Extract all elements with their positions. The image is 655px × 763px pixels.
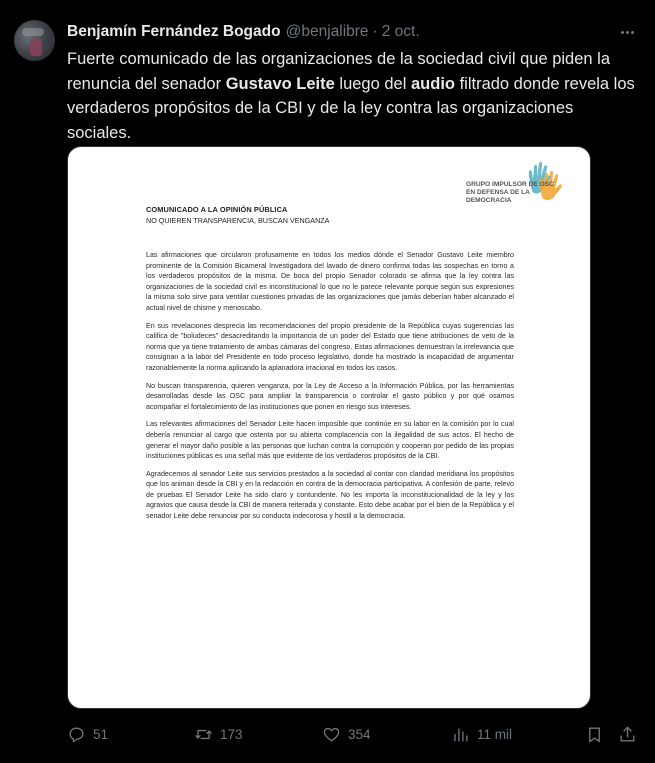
action-bar [67, 722, 637, 746]
repost-icon [194, 725, 213, 744]
bookmark-button[interactable] [585, 722, 604, 746]
tweet-header [67, 22, 420, 42]
tweet-text-bold: audio [410, 74, 455, 93]
document-paragraph: Agradecemos al senador Leite sus servicios prestados a la sociedad al contar con claridad meridiana los propósitos que los animan desde la CBI y en la redacción en contra de la democracia participativa. A confesión de parte, relevo de pruebas El Senador Leite ha sido claro y contundente. No les importa la inconstitucionalidad de la ley y los agravios que causa desde la CBI de manera reiterada y constante. Esto debe acabar por el bien de la República y el senador Leite debe renunciar por su conducta indecorosa y hostil a la democracia. [146, 469, 514, 521]
tweet-text [67, 47, 639, 145]
repost-button[interactable] [194, 722, 243, 746]
tweet-text-part: filtrado donde revela los verdaderos propósitos de la CBI y de la ley contra las organizaciones sociales. [67, 74, 635, 142]
avatar[interactable] [14, 20, 55, 61]
tweet-text-part: Fuerte comunicado de las organizaciones de la sociedad civil que piden la renuncia del senador [67, 50, 611, 93]
tweet-date[interactable]: 2 oct. [381, 23, 420, 40]
author-name[interactable]: Benjamín Fernández Bogado [67, 23, 281, 40]
separator: · [372, 23, 378, 40]
document-paragraph: No buscan transparencia, quieren venganza, por la Ley de Acceso a la Información Pública, por las herramientas desarrolladas desde las OSC para ampliar la transparencia o controlar el gasto público y por qué osamos acompañar el fortalecimiento de las instituciones que ponen en riesgo sus intereses. [146, 381, 514, 411]
reply-button[interactable] [67, 722, 108, 746]
share-icon [618, 725, 637, 744]
logo-text: GRUPO IMPULSOR DE OSC EN DEFENSA DE LA DEMOCRACIA [466, 181, 554, 205]
like-icon [322, 725, 341, 744]
like-count: 354 [348, 726, 371, 742]
reply-count: 51 [93, 726, 109, 742]
more-icon[interactable] [617, 22, 637, 42]
document-subtitle: NO QUIEREN TRANSPARENCIA, BUSCAN VENGANZA [146, 216, 330, 225]
like-button[interactable] [322, 722, 371, 746]
views-button[interactable] [451, 722, 512, 746]
repost-count: 173 [220, 726, 243, 742]
document-paragraph: Las relevantes afirmaciones del Senador Leite hacen imposible que continúe en su labor en la comisión por lo cual debería renunciar al cargo que ostenta por su abierta complacencia con la ilegalidad de sus actos. El hecho de generar el mayor daño posible a las personas que luchan contra la corrupción y cooperan por pedido de las propias instituciones públicas es una señal más que evidente de los verdaderos propósitos de la CBI. [146, 420, 514, 461]
tweet-image[interactable] [67, 146, 591, 709]
tweet-text-part: luego del [334, 74, 411, 93]
views-icon [451, 725, 470, 744]
views-count: 11 mil [477, 726, 513, 742]
bookmark-icon [585, 725, 604, 744]
document-paragraph: Las afirmaciones que circularon profusamente en todos los medios dónde el Senador Gustavo Leite miembro prominente de la Comisión Bicameral Investigadora del lavado de dinero confirma todas las sospechas en torno a los verdaderos propósitos de la misma. De boca del propio Senador colorado se afirma que la ley contra las organizaciones de la sociedad civil es inconstitucional lo que no le parece relevante porque según sus expresiones la misma solo sirve para ventilar cuestiones privadas de las organizaciones que jamás deberían haber alcanzado el actual nivel de chisme y menoscabo. [146, 251, 514, 312]
document [146, 205, 514, 522]
tweet-text-bold: Gustavo Leite [225, 74, 335, 93]
author-handle[interactable]: @benjalibre [285, 23, 369, 40]
document-title: COMUNICADO A LA OPINIÓN PÚBLICA [146, 205, 288, 214]
document-paragraph: En sus revelaciones desprecia las recomendaciones del propio presidente de la República cuyas sugerencias las califica de "boludeces" desacreditando la importancia de un poder del Estado que tiene atribuciones de veto de la norma que ya tiene tratamiento de ambas cámaras del congreso. Estas afirmaciones demuestran la irrelevancia que consignan a la labor del Presidente en todo proceso legislativo, donde ha mostrado la incapacidad de argumentar razonablemente la norma aplicando la aplanadora irracional en todos los casos. [146, 321, 514, 372]
share-button[interactable] [618, 722, 637, 746]
reply-icon [67, 725, 86, 744]
